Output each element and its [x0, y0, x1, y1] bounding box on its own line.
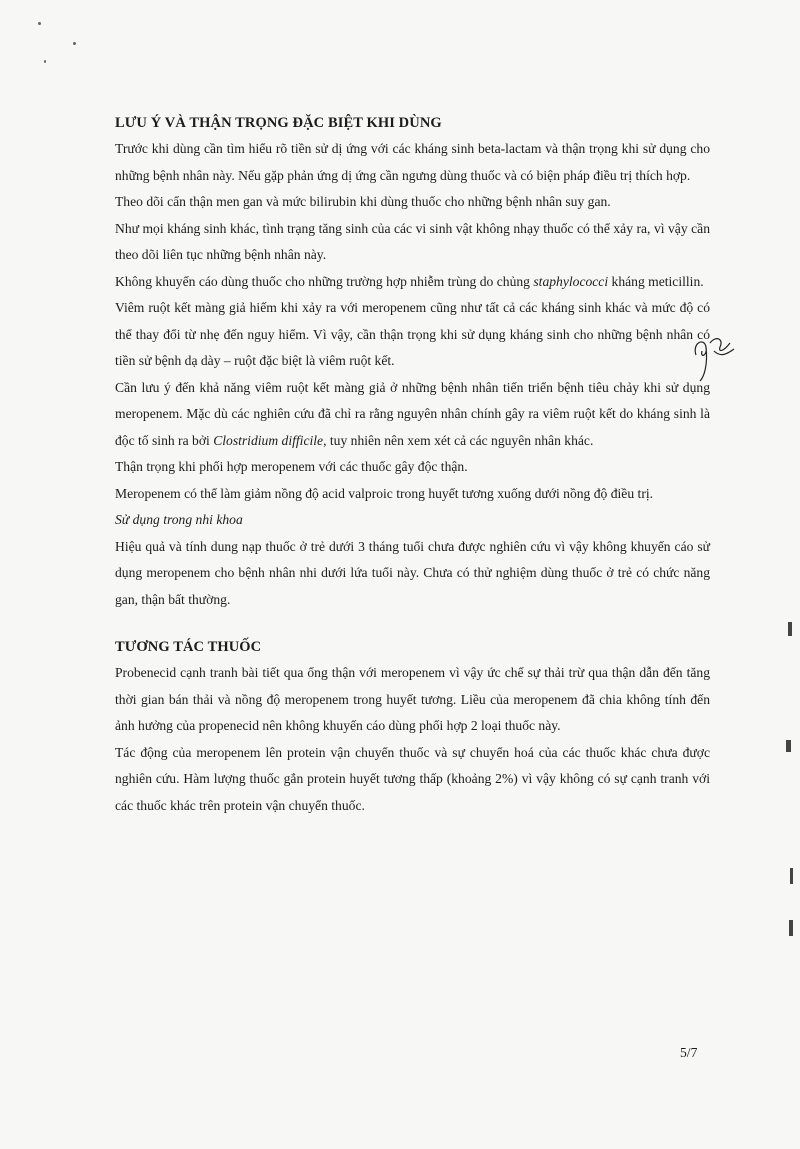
subsection-heading: Sử dụng trong nhi khoa — [115, 512, 243, 527]
paragraph: Như mọi kháng sinh khác, tình trạng tăng sinh của các vi sinh vật không nhạy thuốc có thể xảy ra, vì vậy cần theo dõi liên tục những bệnh nhân này. — [115, 220, 710, 262]
paragraph: Thận trọng khi phối hợp meropenem với các thuốc gây độc thận. — [115, 459, 468, 474]
scan-edge-mark — [788, 622, 792, 636]
italic-term: staphylococci — [533, 273, 609, 289]
scan-speck — [38, 22, 41, 25]
paragraph: Trước khi dùng cần tìm hiểu rõ tiền sử dị ứng với các kháng sinh beta-lactam và thận trọng khi sử dụng cho những bệnh nhân này. Nếu gặp phản ứng dị ứng cần ngưng dùng thuốc và có biện pháp điều trị thích hợp. — [115, 141, 710, 183]
section-precautions — [115, 113, 710, 613]
scan-speck — [44, 60, 46, 63]
text-run: , tuy nhiên nên xem xét cả các nguyên nhân khác. — [323, 432, 594, 448]
text-run: Không khuyến cáo dùng thuốc cho những trường hợp nhiễm trùng do chủng — [115, 273, 534, 289]
paragraph: Hiệu quả và tính dung nạp thuốc ở trẻ dưới 3 tháng tuổi chưa được nghiên cứu vì vậy không khuyến cáo sử dụng meropenem cho bệnh nhân nhi dưới lứa tuổi này. Chưa có thử nghiệm dùng thuốc ở trẻ có chức năng gan, thận bất thường. — [115, 538, 710, 607]
paragraph: Tác động của meropenem lên protein vận chuyển thuốc và sự chuyển hoá của các thuốc khác chưa được nghiên cứu. Hàm lượng thuốc gắn protein huyết tương thấp (khoảng 2%) vì vậy không có sự cạnh tranh với các thuốc khác trên protein vận chuyển thuốc. — [115, 744, 710, 813]
paragraph: Meropenem có thể làm giảm nồng độ acid valproic trong huyết tương xuống dưới nồng độ điều trị. — [115, 485, 654, 501]
paragraph — [115, 375, 710, 455]
italic-term: Clostridium difficile — [213, 432, 324, 448]
paragraph: Probenecid cạnh tranh bài tiết qua ống thận với meropenem vì vậy ức chế sự thải trừ qua thận dẫn đến tăng thời gian bán thải và nồng độ meropenem trong huyết tương. Liều của meropenem đã chia không tính đến ảnh hưởng của propenecid nên không khuyến cáo dùng phối hợp 2 loại thuốc này. — [115, 665, 710, 733]
section-heading: TƯƠNG TÁC THUỐC — [115, 639, 262, 655]
scan-edge-mark — [789, 920, 793, 936]
text-run: kháng meticillin. — [608, 273, 704, 289]
section-gap — [115, 613, 710, 637]
scan-speck — [73, 42, 76, 45]
paragraph: Viêm ruột kết màng giả hiếm khi xảy ra với meropenem cũng như tất cả các kháng sinh khác và mức độ có thể thay đổi từ nhẹ đến nguy hiểm. Vì vậy, cần thận trọng khi sử dụng kháng sinh cho những bệnh nhân có tiền sử bệnh dạ dày – ruột đặc biệt là viêm ruột kết. — [115, 300, 710, 368]
page-number: 5/7 — [680, 1045, 698, 1060]
scan-edge-mark — [786, 740, 791, 752]
text-run: Cần lưu ý đến khả năng viêm ruột kết màng giả ở những bệnh nhân tiến triển bệnh tiêu chảy khi sử dụng meropenem. Mặc dù các nghiên cứu đã chỉ ra rằng nguyên nhân chính gây ra viêm ruột kết do kháng sinh là độc tố sinh ra bởi — [115, 379, 710, 448]
section-heading: LƯU Ý VÀ THẬN TRỌNG ĐẶC BIỆT KHI DÙNG — [115, 115, 442, 131]
document-body — [115, 113, 710, 819]
section-drug-interactions — [115, 637, 710, 819]
paragraph — [115, 269, 710, 296]
paragraph: Theo dõi cẩn thận men gan và mức bilirubin khi dùng thuốc cho những bệnh nhân suy gan. — [115, 194, 611, 209]
scan-edge-mark — [790, 868, 793, 884]
